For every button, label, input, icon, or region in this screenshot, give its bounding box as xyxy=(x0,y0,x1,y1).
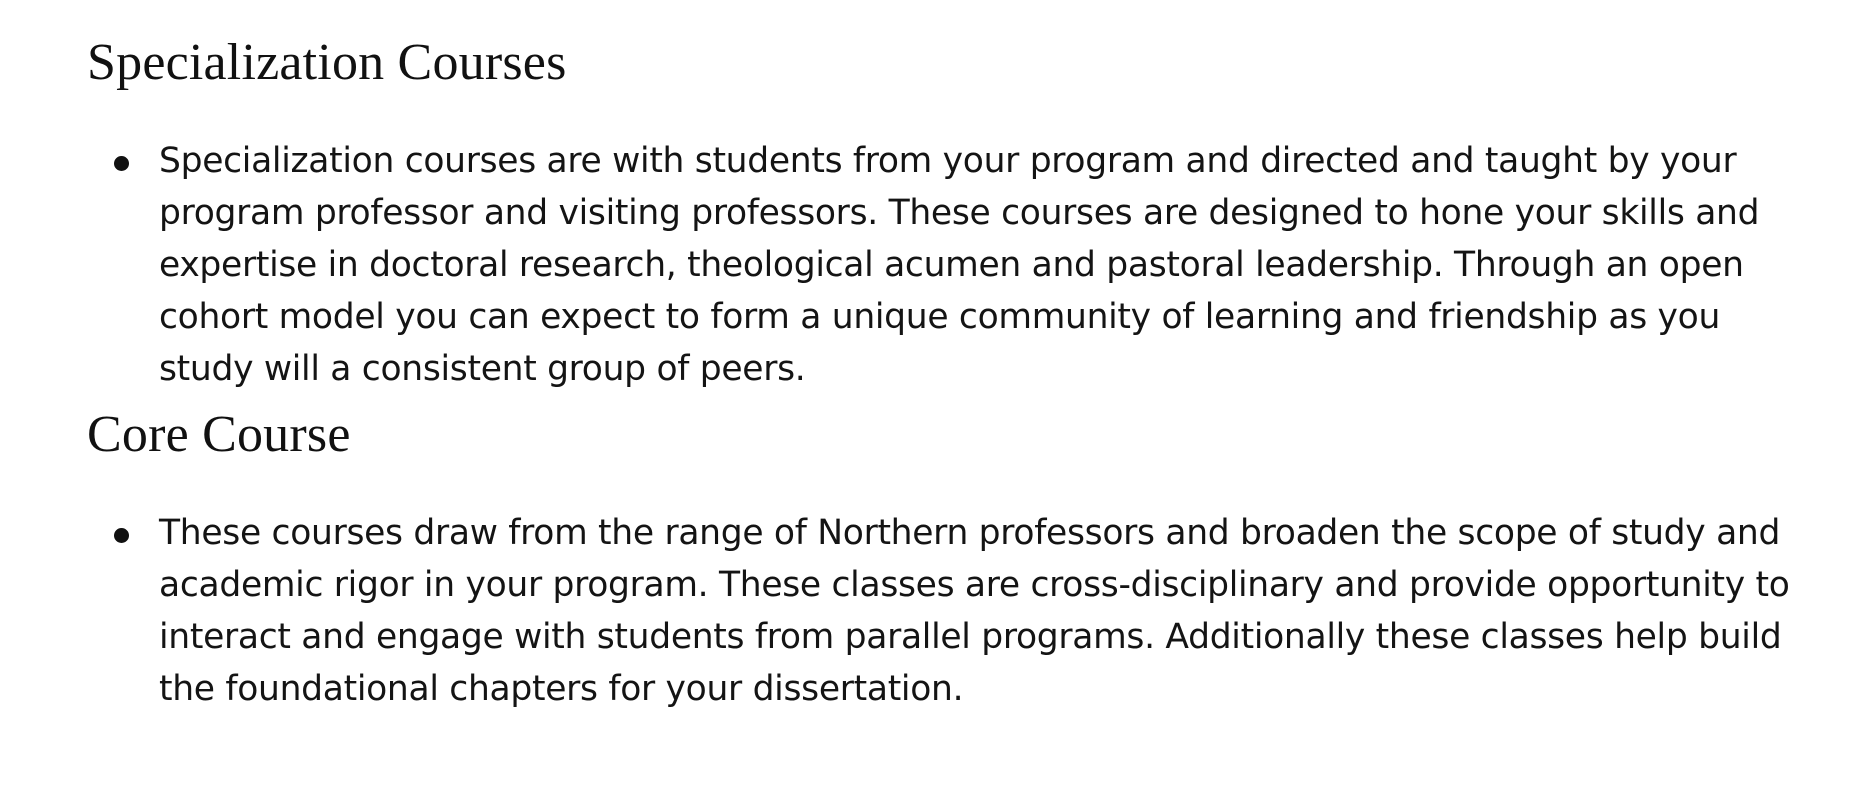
bullet-icon xyxy=(114,156,129,171)
list-item-text: Specialization courses are with students from your program and directed and taught by your program professor and visiting professors. These courses are designed to hone your skills and expertise in doctoral research, theological acumen and pastoral leadership. Through an open cohort model you can expect to form a unique community of learning and friendship as you study will a consistent group of peers. xyxy=(159,141,1760,389)
section-heading-core-course: Core Course xyxy=(87,406,351,463)
specialization-courses-list xyxy=(87,135,1807,395)
bullet-icon xyxy=(114,528,129,543)
core-course-list xyxy=(87,507,1807,715)
list-item xyxy=(87,135,1807,395)
page-content xyxy=(87,0,1807,715)
list-item-text: These courses draw from the range of Northern professors and broaden the scope of study and academic rigor in your program. These classes are cross-disciplinary and provide opportunity to interact and engage with students from parallel programs. Additionally these classes help build the foundational chapters for your dissertation. xyxy=(159,513,1790,709)
section-heading-specialization-courses: Specialization Courses xyxy=(87,34,567,91)
list-item xyxy=(87,507,1807,715)
